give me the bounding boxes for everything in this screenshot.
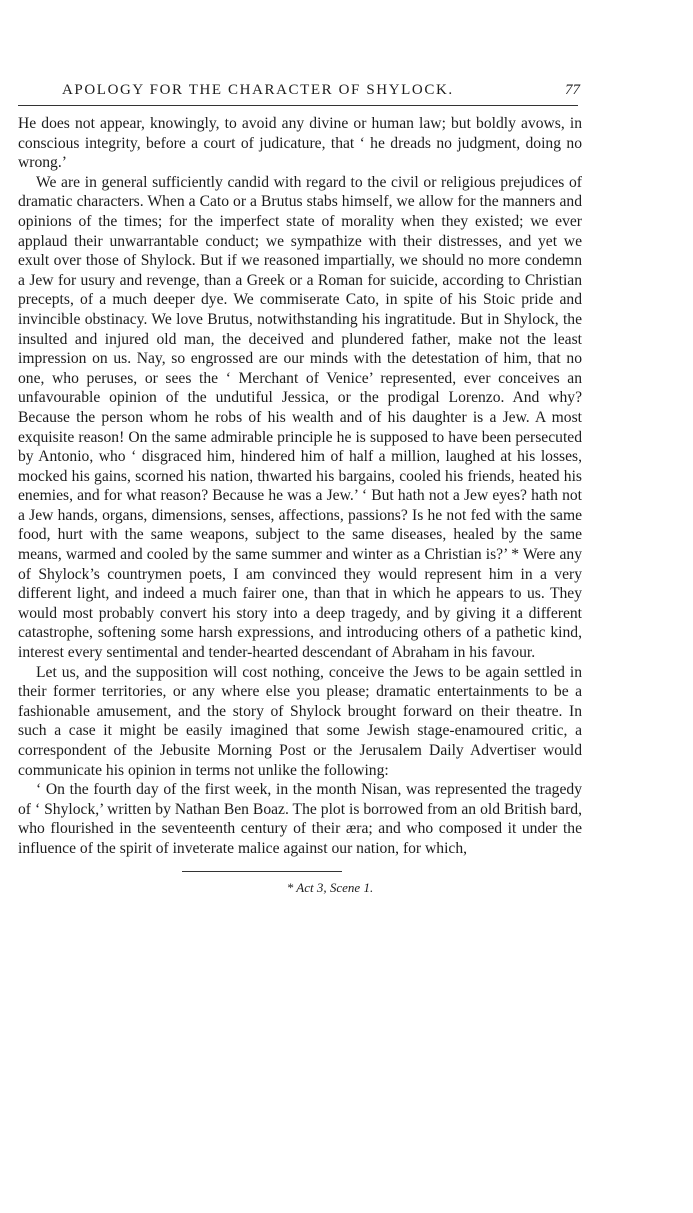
running-head <box>18 82 582 99</box>
book-page <box>18 82 582 896</box>
paragraph: ‘ On the fourth day of the first week, in the month Nisan, was represented the tragedy of ‘ Shylock,’ written by Nathan Ben Boaz. The plot is borrowed from an old British bard, who flourished in the seventeenth century of their æra; and who composed it under the influence of the spirit of inveterate malice against our nation, for which, <box>18 781 582 857</box>
paragraph: Let us, and the supposition will cost nothing, conceive the Jews to be again settled in their former territories, or any where else you please; dramatic entertainments to be a fashionable amusement, and the story of Shylock brought forward on their theatre. In such a case it might be easily imagined that some Jewish stage-enamoured critic, a correspondent of the Jebusite Morning Post or the Jerusalem Daily Advertiser would communicate his opinion in terms not unlike the following: <box>18 663 582 779</box>
body-text <box>18 114 582 859</box>
header-rule <box>18 105 578 106</box>
running-head-title: APOLOGY FOR THE CHARACTER OF SHYLOCK. <box>62 82 454 98</box>
footnote-rule <box>182 871 342 872</box>
paragraph: He does not appear, knowingly, to avoid any divine or human law; but boldly avows, in conscious integrity, before a court of judicature, that ‘ he dreads no judgment, doing no wrong.’ <box>18 115 582 172</box>
paragraph: We are in general sufficiently candid with regard to the civil or religious prejudices of dramatic characters. When a Cato or a Brutus stabs himself, we allow for the manners and opinions of the times; for the imperfect state of morality when they existed; we ever applaud their unwarrantable conduct; we sympathize with their distresses, and yet we exult over those of Shylock. But if we reasoned impartially, we should no more condemn a Jew for usury and revenge, than a Greek or a Roman for suicide, according to Christian precepts, of a much deeper dye. We commiserate Cato, in spite of his Stoic pride and invincible obstinacy. We love Brutus, notwithstanding his ingratitude. But in Shylock, the insulted and injured old man, the deceived and plundered father, make not the least impression on us. Nay, so engrossed are our minds with the detestation of him, that no one, who peruses, or sees the ‘ Merchant of Venice’ represented, ever conceives an unfavourable opinion of the undutiful Jessica, or the prodigal Lorenzo. And why? Because the person whom he robs of his wealth and of his daughter is a Jew. A most exquisite reason! On the same admirable principle he is supposed to have been persecuted by Antonio, who ‘ disgraced him, hindered him of half a million, laughed at his losses, mocked his gains, scorned his nation, thwarted his bargains, cooled his friends, heated his enemies, and for what reason? Because he was a Jew.’ ‘ But hath not a Jew eyes? hath not a Jew hands, organs, dimensions, senses, affections, passions? Is he not fed with the same food, hurt with the same weapons, subject to the same diseases, healed by the same means, warmed and cooled by the same summer and winter as a Christian is?’ * Were any of Shylock’s countrymen poets, I am convinced they would represent him in a very different light, and indeed a much fairer one, than that in which he appears to us. They would most probably convert his story into a deep tragedy, and by giving it a different catastrophe, softening some harsh expressions, and introducing others of a pathetic kind, interest every sentimental and tender-hearted descendant of Abraham in his favour. <box>18 173 582 662</box>
page-number: 77 <box>565 82 580 98</box>
footnote: * Act 3, Scene 1. <box>286 879 374 895</box>
